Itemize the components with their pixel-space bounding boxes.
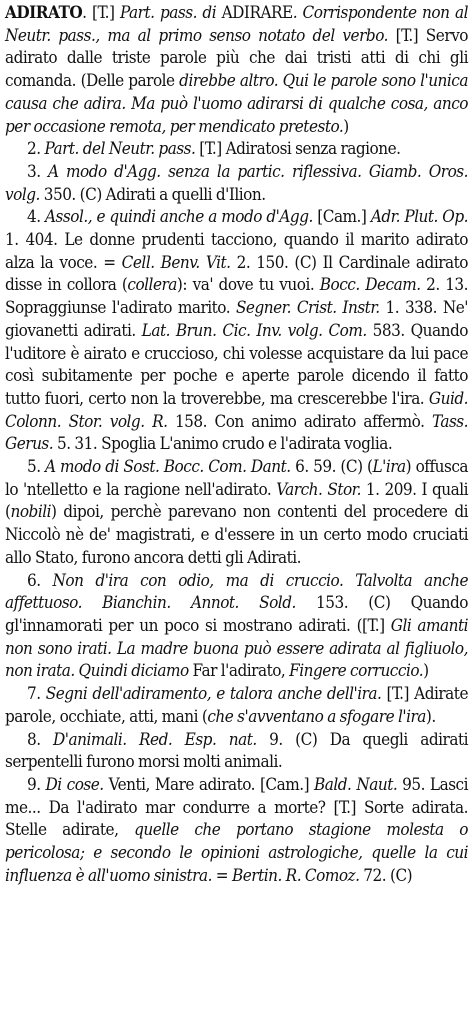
- text-segment: Part. pass. di: [120, 3, 222, 23]
- text-segment: =: [211, 865, 232, 886]
- text-segment: . [T.]: [82, 3, 121, 23]
- text-segment: [T.] Adirate parole, occhiate, atti, mani (: [5, 684, 468, 727]
- text-segment: 1. 404. Le donne prudenti tacciono, quando il marito adirato alza la voce. =: [5, 230, 468, 273]
- text-segment: quelle che portano stagione molesta o pericolosa; e secondo le opinioni astrologiche, quelle la cui influenza è all'uomo sinistra.: [5, 820, 469, 886]
- text-segment: 6. 59. (C) (: [290, 457, 373, 478]
- text-segment: Part. del Neutr. pass.: [44, 139, 196, 160]
- text-segment: 2. 13. Sopraggiunse l'adirato marito.: [5, 275, 469, 319]
- text-segment: ).: [425, 706, 436, 727]
- text-segment: 9. (C) Da quegli adirati serpentelli furono morsi molti animali.: [5, 729, 468, 773]
- text-segment: Lat. Brun. Cic. Inv. volg. Com.: [141, 320, 367, 341]
- sense-5-paragraph: [5, 456, 468, 570]
- text-segment: A modo d'Agg. senza la partic. riflessiva. Giamb. Oros. volg.: [5, 161, 468, 205]
- dictionary-entry-adirato: [5, 2, 468, 887]
- text-segment: [T.] Servo adirato dalle triste parole più che dai tristi atti di chi gli comanda. (Delle parole: [5, 25, 468, 92]
- text-segment: Cell. Benv. Vit.: [121, 252, 231, 273]
- text-segment: Venti, Mare adirato. [Cam.]: [103, 774, 315, 795]
- sense-4-paragraph: [5, 206, 468, 456]
- text-segment: 95. Lasci me... Da l'adirato mar condurre a morte? [T.] Sorte adirata. Stelle adirate,: [5, 774, 468, 841]
- text-segment: 350. (C) Adirati a quelli d'Ilion.: [39, 184, 266, 205]
- text-segment: [Cam.]: [312, 207, 371, 228]
- text-segment: Far l'adirato,: [188, 661, 290, 682]
- text-segment: Segni dell'adiramento, e talora anche dell'ira.: [45, 684, 382, 705]
- text-segment: 2.: [27, 139, 45, 160]
- text-segment: 1. 338. Ne' giovanetti adirati.: [5, 298, 468, 341]
- text-segment: 158. Con animo adirato affermò.: [167, 411, 432, 432]
- text-segment: Segner. Crist. Instr.: [235, 298, 380, 319]
- text-segment: 9.: [27, 774, 46, 795]
- text-segment: 1. 209. I quali (: [5, 479, 469, 523]
- text-segment: 583. Quando l'uditore è airato e cruccioso, chi volesse acquistare da lui pace così subitamente per poche e aperte parole dicendo il fatto tutto fuori, certo non la troverebbe, ma crescerebbe l'ira.: [5, 320, 468, 409]
- text-segment: [T.] Adiratosi senza ragione.: [195, 139, 401, 160]
- text-segment: Bald. Naut.: [314, 774, 398, 795]
- text-segment: ): [423, 661, 429, 682]
- text-segment: Fingere corruccio.: [289, 661, 424, 682]
- text-segment: nobili: [10, 502, 51, 523]
- text-segment: ) offusca lo 'ntelletto e la ragione nell'adirato.: [5, 457, 468, 500]
- text-segment: Gli amanti non sono irati. La madre buona può essere adirata al figliuolo, non irata. Quindi diciamo: [5, 615, 469, 682]
- text-segment: Non d'ira con odio, ma di cruccio. Talvolta anche affettuoso. Bianchin. Annot. Sold.: [5, 570, 468, 614]
- text-segment: Guid. Colonn. Stor. volg. R.: [5, 388, 468, 432]
- text-segment: 153. (C) Quando gl'innamorati per un poco si mostrano adirati. ([T.]: [5, 593, 468, 636]
- text-segment: ): [343, 116, 349, 137]
- sense-9-paragraph: [5, 774, 468, 888]
- text-segment: Di cose.: [45, 774, 104, 795]
- text-segment: D'animali. Red. Esp. nat.: [53, 729, 257, 750]
- text-segment: collera: [127, 275, 177, 296]
- text-segment: Bertin. R. Comoz.: [231, 865, 360, 886]
- text-segment: 4.: [27, 207, 45, 228]
- text-segment: . Corrispondente non al Neutr. pass., ma al primo senso notato del verbo.: [5, 3, 468, 46]
- sense-7-paragraph: [5, 683, 468, 728]
- sense-8-paragraph: [5, 729, 468, 774]
- text-segment: Varch. Stor.: [276, 479, 361, 500]
- text-segment: Tass. Gerus.: [5, 411, 468, 455]
- text-segment: 3.: [27, 161, 49, 182]
- text-segment: 5.: [27, 457, 46, 478]
- text-segment: 2. 150. (C) Il Cardinale adirato disse in collora (: [5, 252, 468, 296]
- text-segment: 6.: [27, 570, 53, 591]
- text-segment: che s'avventano a sfogare l'ira: [207, 706, 426, 727]
- text-segment: ADIRARE: [221, 3, 293, 23]
- text-segment: Bocc. Decam.: [319, 275, 421, 296]
- text-segment: L'ira: [372, 457, 406, 478]
- text-segment: 72. (C): [359, 865, 413, 886]
- entry-heading-paragraph: [5, 2, 468, 138]
- text-segment: Adr. Plut. Op.: [370, 207, 468, 228]
- sense-2-paragraph: [5, 138, 468, 161]
- text-segment: ) dipoi, perchè parevano non contenti del procedere di Niccolò nè de' magistrati, e d'essere in un certo modo cruciati allo Stato, furono ancora detti gli Adirati.: [5, 502, 468, 568]
- sense-6-paragraph: [5, 570, 468, 684]
- text-segment: 8.: [27, 729, 54, 750]
- text-segment: direbbe altro. Qui le parole sono l'unica causa che adira. Ma può l'uomo adirarsi di qualche cosa, anco per occasione remota, per mendicato pretesto.: [5, 71, 468, 137]
- text-segment: ): va' dove tu vuoi.: [176, 275, 320, 296]
- text-segment: Assol., e quindi anche a modo d'Agg.: [45, 207, 313, 228]
- sense-3-paragraph: [5, 161, 468, 206]
- text-segment: A modo di Sost. Bocc. Com. Dant.: [45, 457, 291, 478]
- headword: ADIRATO: [5, 3, 83, 23]
- text-segment: 7.: [27, 684, 46, 705]
- text-segment: 5. 31. Spoglia L'animo crudo e l'adirata voglia.: [53, 434, 393, 455]
